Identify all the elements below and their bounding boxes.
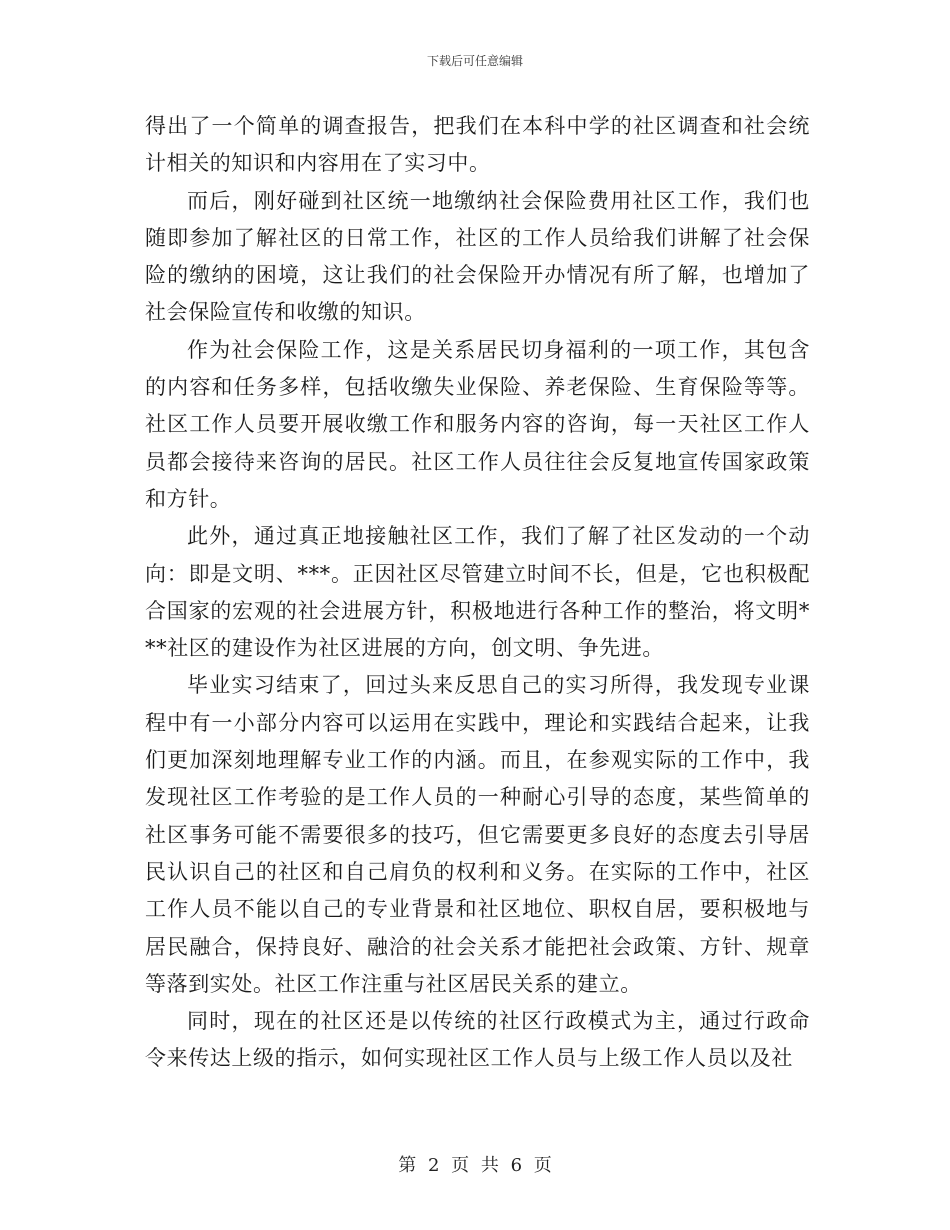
paragraph-social-insurance-work: 作为社会保险工作，这是关系居民切身福利的一项工作，其包含的内容和任务多样，包括收缴失业保险、养老保险、生育保险等等。社区工作人员要开展收缴工作和服务内容的咨询，每一天社区工作人员都会接待来咨询的居民。社区工作人员往往会反复地宣传国家政策和方针。 [145, 337, 810, 511]
page-header: 下载后可任意编辑 [426, 54, 523, 68]
paragraph-internship-reflection: 毕业实习结束了，回过头来反思自己的实习所得，我发现专业课程中有一小部分内容可以运用在实践中，理论和实践结合起来，让我们更加深刻地理解专业工作的内涵。而且，在参观实际的工作中，我发现社区工作考验的是工作人员的一种耐心引导的态度，某些简单的社区事务可能不需要很多的技巧，但它需要更多良好的态度去引导居民认识自己的社区和自己肩负的权利和义务。在实际的工作中，社区工作人员不能以自己的专业背景和社区地位、职权自居，要积极地与居民融合，保持良好、融洽的社会关系才能把社会政策、方针、规章等落到实处。社区工作注重与社区居民关系的建立。 [145, 673, 810, 996]
paragraph-social-insurance-activity: 而后，刚好碰到社区统一地缴纳社会保险费用社区工作，我们也随即参加了解社区的日常工作，社区的工作人员给我们讲解了社会保险的缴纳的困境，这让我们的社会保险开办情况有所了解，也增加了社会保险宣传和收缴的知识。 [145, 188, 810, 325]
page-number-footer: 第 2 页 共 6 页 [398, 1155, 552, 1176]
paragraph-community-direction: 此外，通过真正地接触社区工作，我们了解了社区发动的一个动向：即是文明、***。正因社区尽管建立时间不长，但是，它也积极配合国家的宏观的社会进展方针，积极地进行各种工作的整治，将文明***社区的建设作为社区进展的方向，创文明、争先进。 [145, 524, 810, 661]
paragraph-administrative-model: 同时，现在的社区还是以传统的社区行政模式为主，通过行政命令来传达上级的指示，如何实现社区工作人员与上级工作人员以及社 [145, 1009, 810, 1071]
paragraph-continuation: 得出了一个简单的调查报告，把我们在本科中学的社区调查和社会统计相关的知识和内容用在了实习中。 [145, 114, 810, 176]
document-body [145, 108, 810, 1078]
